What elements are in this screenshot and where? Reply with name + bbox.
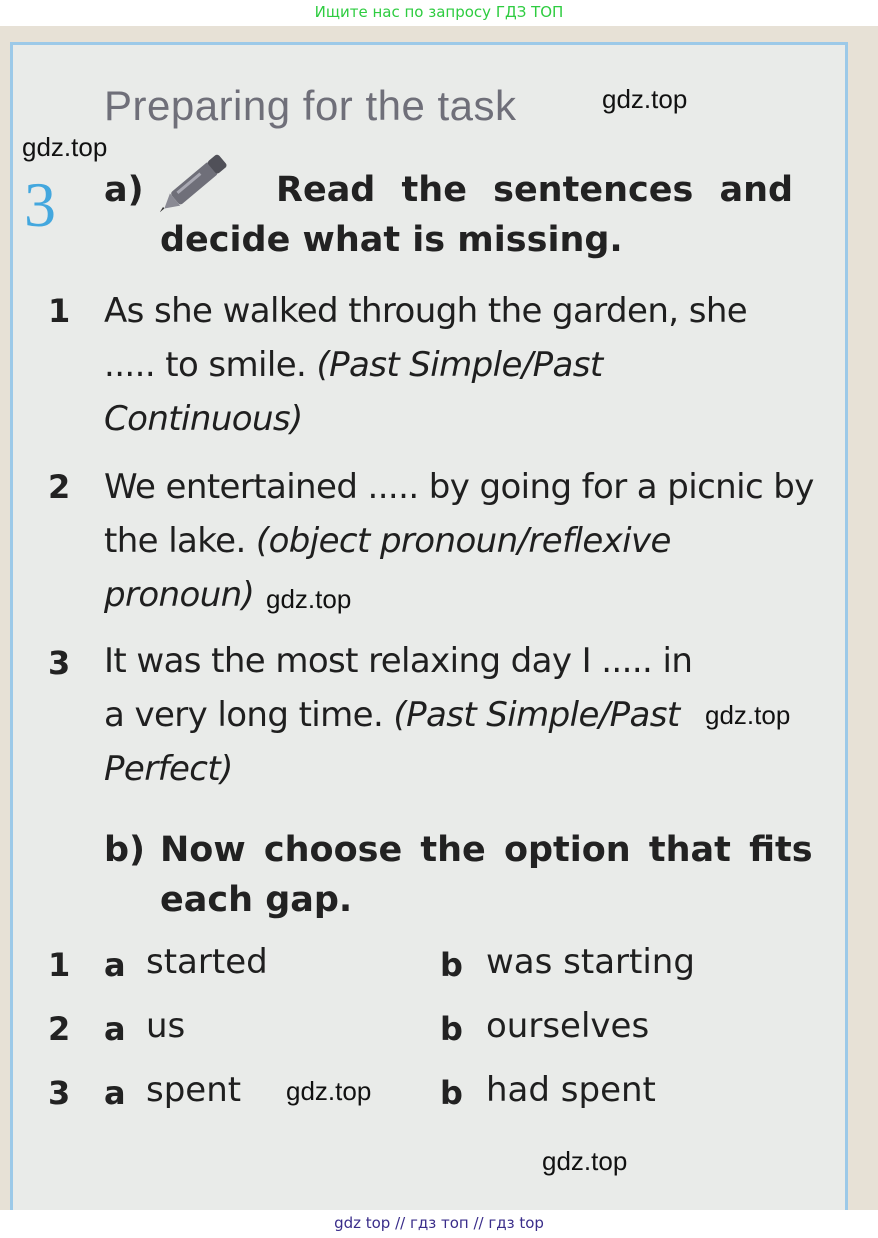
sentence-hint: (object pronoun/reflexive pronoun) bbox=[104, 521, 671, 615]
watermark: gdz.top bbox=[542, 1146, 628, 1176]
option-a-text: started bbox=[146, 942, 268, 982]
pen-icon bbox=[160, 140, 242, 218]
option-b-letter: b bbox=[440, 1074, 463, 1112]
part-a-instruction: Read the sentences and bbox=[276, 170, 794, 210]
sentence-text: It was the most relaxing day I ..... in a very long time. bbox=[104, 641, 693, 735]
part-a-instruction: decide what is missing. bbox=[160, 220, 623, 260]
option-b-letter: b bbox=[440, 946, 463, 984]
sentence-number: 3 bbox=[48, 644, 71, 682]
section-title: Preparing for the task bbox=[104, 82, 517, 129]
part-b-instruction: each gap. bbox=[160, 880, 353, 920]
option-a-text: us bbox=[146, 1006, 186, 1046]
sentence-1 bbox=[104, 284, 804, 446]
sentence-number: 2 bbox=[48, 468, 71, 506]
sentence-hint: (Past Simple/Past Continuous) bbox=[104, 345, 603, 439]
sentence-text: As she walked through the garden, she ..... to smile. bbox=[104, 291, 748, 385]
option-b-text: was starting bbox=[486, 942, 695, 982]
answer-number: 3 bbox=[48, 1074, 71, 1112]
part-b-instruction: Now choose the option that fits bbox=[160, 830, 813, 870]
sentence-text: We entertained ..... by going for a picnic by the lake. bbox=[104, 467, 814, 561]
bottom-banner[interactable]: gdz top // гдз топ // гдз top bbox=[0, 1210, 878, 1238]
option-a-letter: a bbox=[104, 1074, 126, 1112]
answer-number: 1 bbox=[48, 946, 71, 984]
part-a-label: a) bbox=[104, 170, 144, 210]
option-b-text: ourselves bbox=[486, 1006, 650, 1046]
option-a-text: spent bbox=[146, 1070, 242, 1110]
option-b-text: had spent bbox=[486, 1070, 656, 1110]
sentence-number: 1 bbox=[48, 292, 71, 330]
watermark: gdz.top bbox=[22, 132, 108, 162]
answer-number: 2 bbox=[48, 1010, 71, 1048]
watermark: gdz.top bbox=[266, 584, 352, 614]
sentence-3 bbox=[104, 634, 704, 796]
option-a-letter: a bbox=[104, 946, 126, 984]
sentence-2 bbox=[104, 460, 824, 622]
top-banner[interactable]: Ищите нас по запросу ГДЗ ТОП bbox=[0, 0, 878, 26]
part-b-label: b) bbox=[104, 830, 146, 870]
exercise-panel bbox=[10, 42, 848, 1212]
watermark: gdz.top bbox=[286, 1076, 372, 1106]
watermark: gdz.top bbox=[602, 84, 688, 114]
watermark: gdz.top bbox=[705, 700, 791, 730]
option-b-letter: b bbox=[440, 1010, 463, 1048]
sentence-hint: (Past Simple/Past Perfect) bbox=[104, 695, 680, 789]
exercise-number: 3 bbox=[24, 169, 56, 240]
option-a-letter: a bbox=[104, 1010, 126, 1048]
